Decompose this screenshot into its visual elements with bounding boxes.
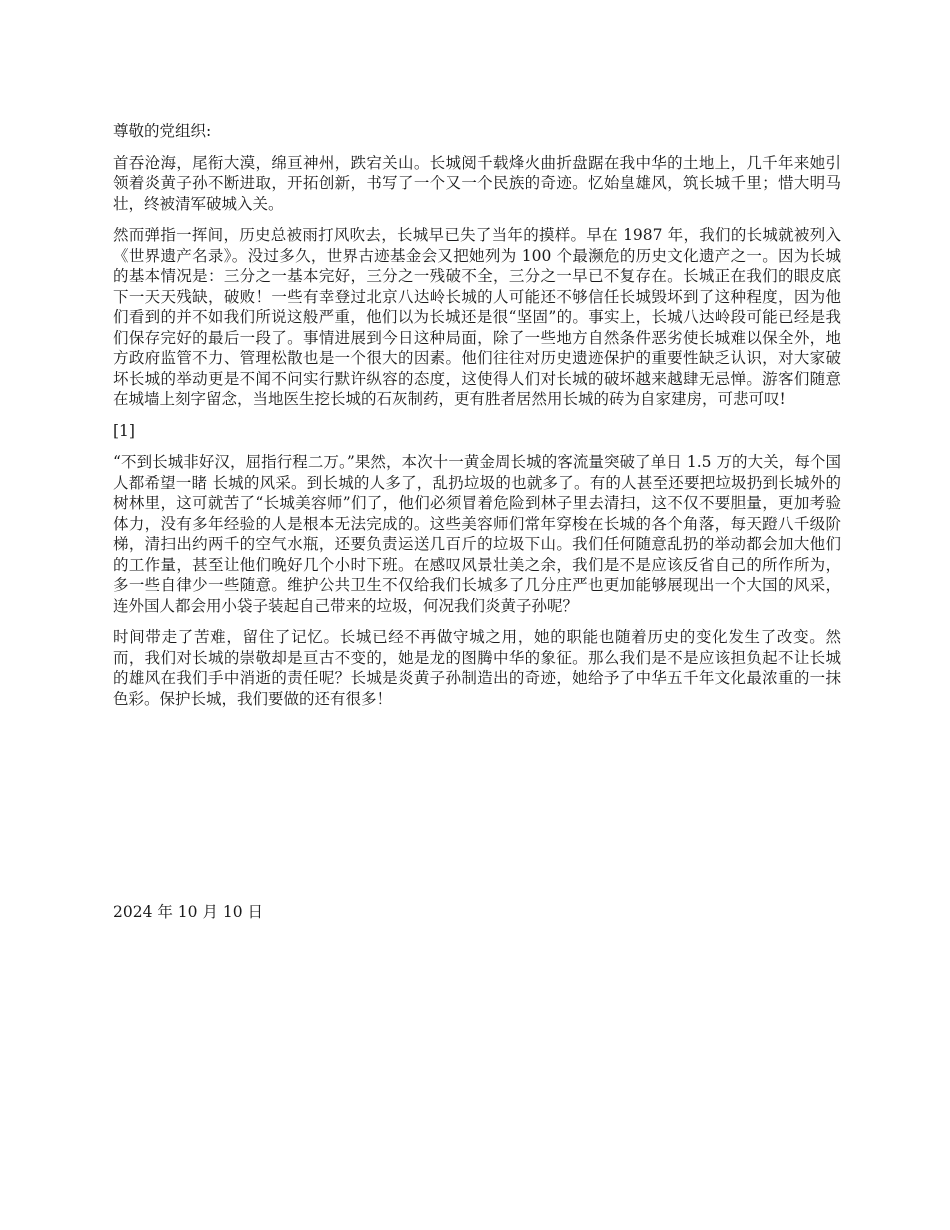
paragraph-4: 时间带走了苦难，留住了记忆。长城已经不再做守城之用，她的职能也随着历史的变化发生了改变。然而，我们对长城的崇敬却是亘古不变的，她是龙的图腾中华的象征。那么我们是不是应该担负起不让长城的雄风在我们手中消逝的责任呢？长城是炎黄子孙制造出的奇迹，她给予了中华五千年文化最浓重的一抹色彩。保护长城，我们要做的还有很多！ [113, 628, 841, 708]
footnote-marker: [1] [113, 421, 135, 440]
paragraph-3: “不到长城非好汉，屈指行程二万。”果然，本次十一黄金周长城的客流量突破了单日 1.5 万的大关，每个国人都希望一睹 长城的风采。到长城的人多了，乱扔垃圾的也就多了。有的人甚至还要把垃圾扔到长城外的树林里，这可就苦了“长城美容师”们了，他们必须冒着危险到林子里去清扫，这不仅不要胆量，更加考验体力，没有多年经验的人是根本无法完成的。这些美容师们常年穿梭在长城的各个角落，每天蹬八千级阶梯，清扫出约两千的空气水瓶，还要负责运送几百斤的垃圾下山。我们任何随意乱扔的举动都会加大他们的工作量，甚至让他们晚好几个小时下班。在感叹风景壮美之余，我们是不是应该反省自己的所作所为，多一些自律少一些随意。维护公共卫生不仅给我们长城多了几分庄严也更加能够展现出一个大国的风采，连外国人都会用小袋子装起自己带来的垃圾，何况我们炎黄子孙呢？ [113, 453, 841, 615]
letter-greeting: 尊敬的党组织: [113, 122, 212, 140]
paragraph-1: 首吞沧海，尾衔大漠，绵亘神州，跌宕关山。长城阅千载烽火曲折盘踞在我中华的土地上，几千年来她引领着炎黄子孙不断进取，开拓创新，书写了一个又一个民族的奇迹。忆始皇雄风，筑长城千里；惜大明马壮，终被清军破城入关。 [113, 153, 841, 213]
letter-body [113, 121, 841, 720]
paragraph-2: 然而弹指一挥间，历史总被雨打风吹去，长城早已失了当年的摸样。早在 1987 年，我们的长城就被列入《世界遗产名录》。没过多久，世界古迹基金会又把她列为 100 个最濒危的历史文化遗产之一。因为长城的基本情况是：三分之一基本完好，三分之一残破不全，三分之一早已不复存在。长城正在我们的眼皮底下一天天残缺，破败！一些有幸登过北京八达岭长城的人可能还不够信任长城毁坏到了这种程度，因为他们看到的并不如我们所说这般严重，他们以为长城还是很“坚固”的。事实上，长城八达岭段可能已经是我们保存完好的最后一段了。事情进展到今日这种局面，除了一些地方自然条件恶劣使长城难以保全外，地方政府监管不力、管理松散也是一个很大的因素。他们往往对历史遗迹保护的重要性缺乏认识，对大家破坏长城的举动更是不闻不问实行默许纵容的态度，这使得人们对长城的破坏越来越肆无忌惮。游客们随意在城墙上刻字留念，当地医生挖长城的石灰制药，更有胜者居然用长城的砖为自家建房，可悲可叹! [113, 226, 841, 408]
letter-date: 2024 年 10 月 10 日 [113, 903, 264, 921]
